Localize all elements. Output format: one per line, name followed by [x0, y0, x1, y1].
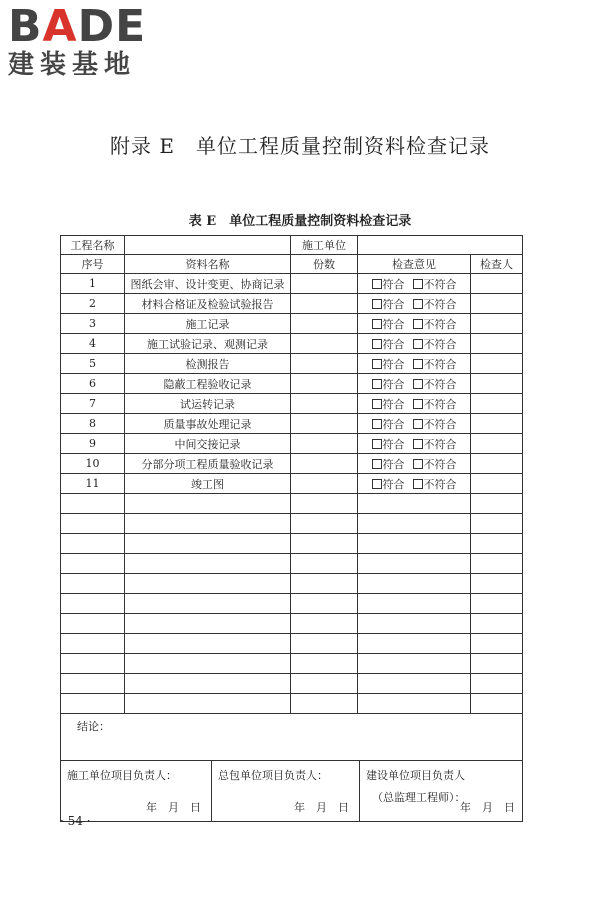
empty-row: [61, 514, 523, 534]
empty-cell[interactable]: [471, 614, 523, 634]
pass-checkbox[interactable]: 符合: [372, 456, 405, 472]
checkbox-icon: [413, 439, 423, 449]
project-name-value[interactable]: [125, 236, 291, 255]
construction-signature-date: 年 月 日: [146, 801, 201, 814]
opinion-cell: [358, 274, 471, 294]
checkbox-icon: [372, 399, 382, 409]
empty-cell[interactable]: [291, 674, 358, 694]
empty-cell[interactable]: [358, 694, 471, 714]
general-signature-cell[interactable]: [212, 761, 360, 821]
fail-checkbox[interactable]: 不符合: [413, 376, 457, 392]
fail-checkbox[interactable]: 不符合: [413, 416, 457, 432]
empty-row: [61, 614, 523, 634]
empty-cell[interactable]: [125, 654, 291, 674]
fail-checkbox[interactable]: 不符合: [413, 356, 457, 372]
signature-row: [61, 761, 523, 822]
empty-cell[interactable]: [471, 654, 523, 674]
inspector-cell[interactable]: [471, 414, 523, 434]
copies-cell[interactable]: [291, 454, 358, 474]
conclusion-label: 结论：: [77, 720, 110, 733]
empty-row: [61, 674, 523, 694]
opinion-cell: [358, 434, 471, 454]
empty-cell[interactable]: [291, 534, 358, 554]
row-number: 1: [61, 274, 125, 294]
empty-cell[interactable]: [358, 594, 471, 614]
construction-signature-cell[interactable]: [61, 761, 212, 821]
empty-cell[interactable]: [358, 614, 471, 634]
fail-checkbox[interactable]: 不符合: [413, 316, 457, 332]
table-row: [61, 294, 523, 314]
empty-cell[interactable]: [471, 494, 523, 514]
opinion-cell: [358, 354, 471, 374]
checkbox-icon: [372, 359, 382, 369]
copies-cell[interactable]: [291, 354, 358, 374]
row-number: 2: [61, 294, 125, 314]
quality-control-table: [60, 235, 523, 822]
empty-cell[interactable]: [471, 554, 523, 574]
empty-cell[interactable]: [471, 694, 523, 714]
checkbox-icon: [413, 479, 423, 489]
opinion-cell: [358, 414, 471, 434]
construction-unit-label: 施工单位: [291, 236, 358, 255]
page-number: · 54 ·: [60, 814, 91, 828]
empty-cell[interactable]: [125, 534, 291, 554]
empty-cell[interactable]: [61, 534, 125, 554]
signature-table: [61, 761, 523, 821]
document-name: 试运转记录: [125, 394, 291, 414]
empty-cell[interactable]: [291, 554, 358, 574]
appendix-title: 附录 E 单位工程质量控制资料检查记录: [110, 134, 490, 158]
pass-checkbox[interactable]: 符合: [372, 476, 405, 492]
document-name: 隐蔽工程验收记录: [125, 374, 291, 394]
empty-row: [61, 494, 523, 514]
empty-cell[interactable]: [471, 514, 523, 534]
project-name-label: 工程名称: [61, 236, 125, 255]
pass-checkbox[interactable]: 符合: [372, 396, 405, 412]
row-number: 10: [61, 454, 125, 474]
opinion-cell: [358, 334, 471, 354]
row-number: 5: [61, 354, 125, 374]
checkbox-icon: [413, 339, 423, 349]
inspector-cell[interactable]: [471, 294, 523, 314]
table-row: [61, 314, 523, 334]
empty-row: [61, 654, 523, 674]
empty-cell[interactable]: [61, 694, 125, 714]
empty-cell[interactable]: [291, 574, 358, 594]
inspector-cell[interactable]: [471, 374, 523, 394]
logo-subtitle: 建装基地: [8, 50, 137, 80]
checkbox-icon: [372, 319, 382, 329]
empty-cell[interactable]: [358, 534, 471, 554]
pass-checkbox[interactable]: 符合: [372, 276, 405, 292]
checkbox-icon: [413, 279, 423, 289]
table-row: [61, 334, 523, 354]
general-signature-date: 年 月 日: [294, 801, 349, 814]
column-header-row: [61, 255, 523, 274]
opinion-cell: [358, 314, 471, 334]
checkbox-icon: [372, 339, 382, 349]
copies-cell[interactable]: [291, 314, 358, 334]
checkbox-icon: [372, 419, 382, 429]
empty-cell[interactable]: [471, 574, 523, 594]
empty-cell[interactable]: [61, 634, 125, 654]
pass-checkbox[interactable]: 符合: [372, 316, 405, 332]
table-row: [61, 374, 523, 394]
empty-cell[interactable]: [291, 634, 358, 654]
pass-checkbox[interactable]: 符合: [372, 436, 405, 452]
empty-cell[interactable]: [61, 574, 125, 594]
empty-cell[interactable]: [291, 594, 358, 614]
empty-cell[interactable]: [125, 574, 291, 594]
empty-cell[interactable]: [61, 494, 125, 514]
document-name: 检测报告: [125, 354, 291, 374]
fail-checkbox[interactable]: 不符合: [413, 436, 457, 452]
empty-cell[interactable]: [291, 614, 358, 634]
checkbox-icon: [372, 459, 382, 469]
row-number: 8: [61, 414, 125, 434]
empty-cell[interactable]: [471, 674, 523, 694]
logo-wordmark: BADE: [8, 1, 147, 52]
pass-checkbox[interactable]: 符合: [372, 376, 405, 392]
pass-checkbox[interactable]: 符合: [372, 336, 405, 352]
row-number: 9: [61, 434, 125, 454]
inspector-cell[interactable]: [471, 274, 523, 294]
owner-signature-sublabel: （总监理工程师）：: [372, 791, 466, 804]
empty-cell[interactable]: [358, 514, 471, 534]
empty-cell[interactable]: [358, 634, 471, 654]
empty-row: [61, 594, 523, 614]
document-name: 竣工图: [125, 474, 291, 494]
inspector-cell[interactable]: [471, 394, 523, 414]
empty-cell[interactable]: [358, 494, 471, 514]
opinion-cell: [358, 454, 471, 474]
empty-cell[interactable]: [125, 514, 291, 534]
document-name: 分部分项工程质量验收记录: [125, 454, 291, 474]
construction-signature-label: 施工单位项目负责人：: [67, 769, 177, 782]
table-row: [61, 474, 523, 494]
fail-checkbox[interactable]: 不符合: [413, 396, 457, 412]
table-row: [61, 434, 523, 454]
document-name: 中间交接记录: [125, 434, 291, 454]
copies-cell[interactable]: [291, 414, 358, 434]
checkbox-icon: [413, 399, 423, 409]
checkbox-icon: [372, 379, 382, 389]
empty-cell[interactable]: [358, 674, 471, 694]
copies-cell[interactable]: [291, 474, 358, 494]
fail-checkbox[interactable]: 不符合: [413, 296, 457, 312]
empty-row: [61, 554, 523, 574]
table-caption: 表 E 单位工程质量控制资料检查记录: [188, 214, 412, 229]
checkbox-icon: [413, 419, 423, 429]
document-name: 质量事故处理记录: [125, 414, 291, 434]
col-opinion-header: 检查意见: [358, 255, 471, 274]
inspector-cell[interactable]: [471, 314, 523, 334]
empty-cell[interactable]: [61, 674, 125, 694]
col-copies-header: 份数: [291, 255, 358, 274]
col-name-header: 资料名称: [125, 255, 291, 274]
row-number: 7: [61, 394, 125, 414]
copies-cell[interactable]: [291, 334, 358, 354]
general-signature-label: 总包单位项目负责人：: [218, 769, 328, 782]
table-row: [61, 414, 523, 434]
inspector-cell[interactable]: [471, 334, 523, 354]
document-name: 图纸会审、设计变更、协商记录: [125, 274, 291, 294]
conclusion-row: [61, 714, 523, 761]
empty-cell[interactable]: [125, 614, 291, 634]
owner-signature-cell[interactable]: [360, 761, 523, 821]
empty-cell[interactable]: [291, 654, 358, 674]
copies-cell[interactable]: [291, 274, 358, 294]
brand-logo: [8, 1, 178, 80]
empty-cell[interactable]: [125, 674, 291, 694]
empty-cell[interactable]: [125, 694, 291, 714]
pass-checkbox[interactable]: 符合: [372, 296, 405, 312]
row-number: 4: [61, 334, 125, 354]
empty-cell[interactable]: [61, 614, 125, 634]
inspector-cell[interactable]: [471, 474, 523, 494]
empty-cell[interactable]: [471, 594, 523, 614]
table-row: [61, 394, 523, 414]
empty-cell[interactable]: [358, 574, 471, 594]
checkbox-icon: [372, 439, 382, 449]
inspector-cell[interactable]: [471, 454, 523, 474]
opinion-cell: [358, 374, 471, 394]
document-name: 材料合格证及检验试验报告: [125, 294, 291, 314]
copies-cell[interactable]: [291, 374, 358, 394]
empty-cell[interactable]: [358, 554, 471, 574]
checkbox-icon: [413, 359, 423, 369]
fail-checkbox[interactable]: 不符合: [413, 336, 457, 352]
copies-cell[interactable]: [291, 394, 358, 414]
pass-checkbox[interactable]: 符合: [372, 356, 405, 372]
row-number: 3: [61, 314, 125, 334]
owner-signature-date: 年 月 日: [460, 801, 515, 814]
row-number: 6: [61, 374, 125, 394]
row-number: 11: [61, 474, 125, 494]
empty-cell[interactable]: [61, 654, 125, 674]
empty-row: [61, 694, 523, 714]
document-name: 施工记录: [125, 314, 291, 334]
checkbox-icon: [413, 299, 423, 309]
table-row: [61, 274, 523, 294]
empty-cell[interactable]: [358, 654, 471, 674]
copies-cell[interactable]: [291, 294, 358, 314]
fail-checkbox[interactable]: 不符合: [413, 476, 457, 492]
signature-wrapper: [61, 761, 523, 822]
empty-cell[interactable]: [61, 514, 125, 534]
construction-unit-value[interactable]: [358, 236, 523, 255]
pass-checkbox[interactable]: 符合: [372, 416, 405, 432]
checkbox-icon: [413, 319, 423, 329]
fail-checkbox[interactable]: 不符合: [413, 276, 457, 292]
table-row: [61, 354, 523, 374]
empty-cell[interactable]: [471, 634, 523, 654]
empty-row: [61, 574, 523, 594]
empty-row: [61, 534, 523, 554]
inspector-cell[interactable]: [471, 434, 523, 454]
empty-cell[interactable]: [471, 534, 523, 554]
opinion-cell: [358, 394, 471, 414]
owner-signature-label: 建设单位项目负责人: [366, 769, 465, 782]
opinion-cell: [358, 474, 471, 494]
empty-cell[interactable]: [61, 594, 125, 614]
empty-cell[interactable]: [125, 634, 291, 654]
empty-cell[interactable]: [125, 494, 291, 514]
fail-checkbox[interactable]: 不符合: [413, 456, 457, 472]
checkbox-icon: [372, 479, 382, 489]
col-inspector-header: 检查人: [471, 255, 523, 274]
copies-cell[interactable]: [291, 434, 358, 454]
empty-row: [61, 634, 523, 654]
checkbox-icon: [372, 279, 382, 289]
empty-cell[interactable]: [291, 694, 358, 714]
project-row: [61, 236, 523, 255]
checkbox-icon: [413, 459, 423, 469]
inspector-cell[interactable]: [471, 354, 523, 374]
empty-cell[interactable]: [61, 554, 125, 574]
conclusion-cell[interactable]: [61, 714, 523, 761]
checkbox-icon: [413, 379, 423, 389]
empty-cell[interactable]: [291, 494, 358, 514]
opinion-cell: [358, 294, 471, 314]
empty-cell[interactable]: [125, 594, 291, 614]
table-row: [61, 454, 523, 474]
empty-cell[interactable]: [125, 554, 291, 574]
signature-inner-row: [61, 761, 523, 821]
document-name: 施工试验记录、观测记录: [125, 334, 291, 354]
empty-cell[interactable]: [291, 514, 358, 534]
checkbox-icon: [372, 299, 382, 309]
col-no-header: 序号: [61, 255, 125, 274]
